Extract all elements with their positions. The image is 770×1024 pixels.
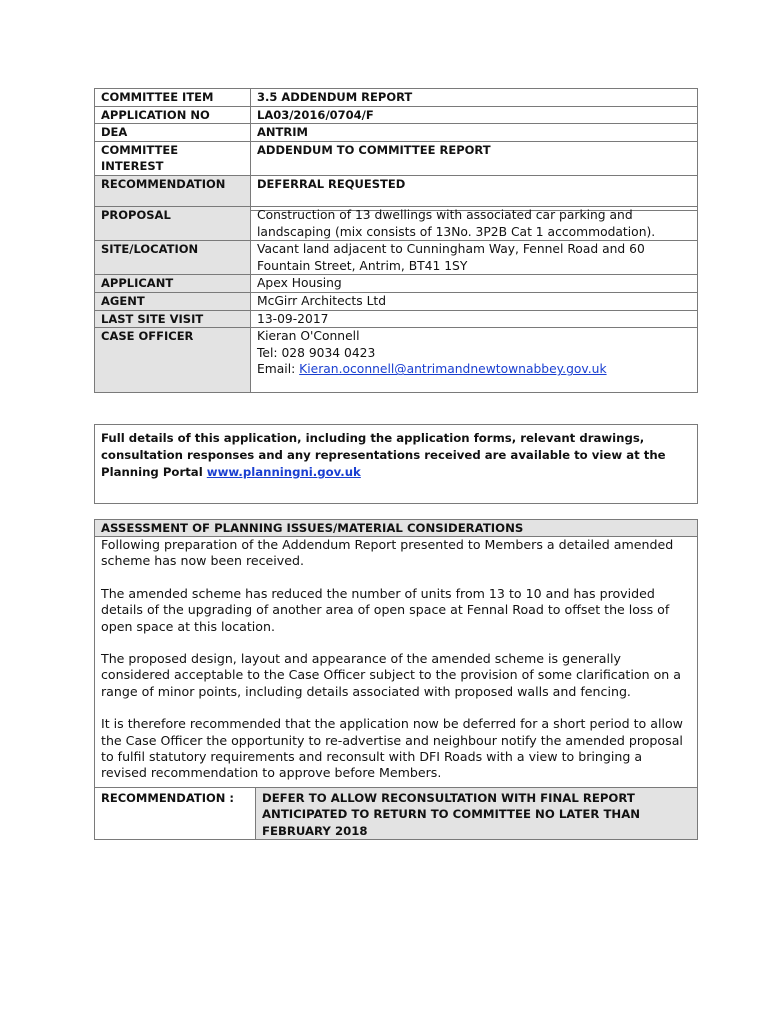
assessment-paragraph: It is therefore recommended that the application now be deferred for a short period to allow the Case Officer the opportunity to re-advertise and neighbour notify the amended proposal to fulfil statutory requirements and reconsult with DFI Roads with a view to bringing a revised recommendation to approve before Members. [101,716,683,781]
case-officer-name: Kieran O'Connell [257,329,360,344]
case-officer-email-line [257,361,691,378]
notice-body: Full details of this application, including the application forms, relevant drawings, consultation responses and any representations received are available to view at the Planning Portal [101,431,666,479]
assessment-paragraph: Following preparation of the Addendum Report presented to Members a detailed amended scheme has now been received. [101,537,674,569]
recommendation-label: RECOMMENDATION [95,175,251,210]
applicant-value: Apex Housing [251,275,698,293]
recommendation-value: DEFERRAL REQUESTED [251,175,698,210]
application-no-value: LA03/2016/0704/F [251,106,698,124]
table-row [95,292,698,310]
applicant-label: APPLICANT [95,275,251,293]
last-site-visit-value: 13-09-2017 [251,310,698,328]
dea-value: ANTRIM [251,124,698,142]
table-row [95,328,698,393]
final-recommendation-label: RECOMMENDATION : [95,787,256,839]
details-table [94,206,698,393]
dea-label: DEA [95,124,251,142]
committee-item-value: 3.5 ADDENDUM REPORT [251,89,698,107]
last-site-visit-label: LAST SITE VISIT [95,310,251,328]
proposal-value: Construction of 13 dwellings with associated car parking and landscaping (mix consists of 13No. 3P2B Cat 1 accommodation). [251,207,698,241]
planning-portal-link[interactable]: www.planningni.gov.uk [206,465,361,479]
table-row [95,124,698,142]
case-officer-email-link[interactable]: Kieran.oconnell@antrimandnewtownabbey.gov.uk [299,362,607,377]
notice-text [95,425,698,504]
agent-value: McGirr Architects Ltd [251,292,698,310]
proposal-label: PROPOSAL [95,207,251,241]
site-location-value: Vacant land adjacent to Cunningham Way, Fennel Road and 60 Fountain Street, Antrim, BT41 1SY [251,241,698,275]
case-officer-value [251,328,698,393]
committee-interest-label: COMMITTEE INTEREST [95,141,251,175]
table-row [95,520,698,537]
table-row [95,89,698,107]
table-row [95,241,698,275]
table-row [95,141,698,175]
case-officer-label: CASE OFFICER [95,328,251,393]
table-row [95,537,698,788]
assessment-table [94,519,698,840]
case-officer-tel: Tel: 028 9034 0423 [257,345,376,360]
notice-box [94,424,698,504]
table-row [95,106,698,124]
summary-table [94,88,698,211]
application-no-label: APPLICATION NO [95,106,251,124]
table-row [95,207,698,241]
final-recommendation-value: DEFER TO ALLOW RECONSULTATION WITH FINAL REPORT ANTICIPATED TO RETURN TO COMMITTEE NO LATER THAN FEBRUARY 2018 [256,787,698,839]
assessment-heading: ASSESSMENT OF PLANNING ISSUES/MATERIAL CONSIDERATIONS [95,520,698,537]
site-location-label: SITE/LOCATION [95,241,251,275]
assessment-paragraph: The proposed design, layout and appearance of the amended scheme is generally considered acceptable to the Case Officer subject to the provision of some clarification on a range of minor points, including details associated with proposed walls and fencing. [101,651,681,699]
committee-interest-value: ADDENDUM TO COMMITTEE REPORT [251,141,698,175]
assessment-body [95,537,698,788]
agent-label: AGENT [95,292,251,310]
assessment-paragraph: The amended scheme has reduced the number of units from 13 to 10 and has provided details of the upgrading of another area of open space at Fennal Road to offset the loss of open space at this location. [101,585,670,634]
table-row [95,310,698,328]
email-prefix: Email: [257,362,300,377]
table-row [95,787,698,839]
table-row [95,275,698,293]
committee-item-label: COMMITTEE ITEM [95,89,251,107]
table-row [95,425,698,504]
